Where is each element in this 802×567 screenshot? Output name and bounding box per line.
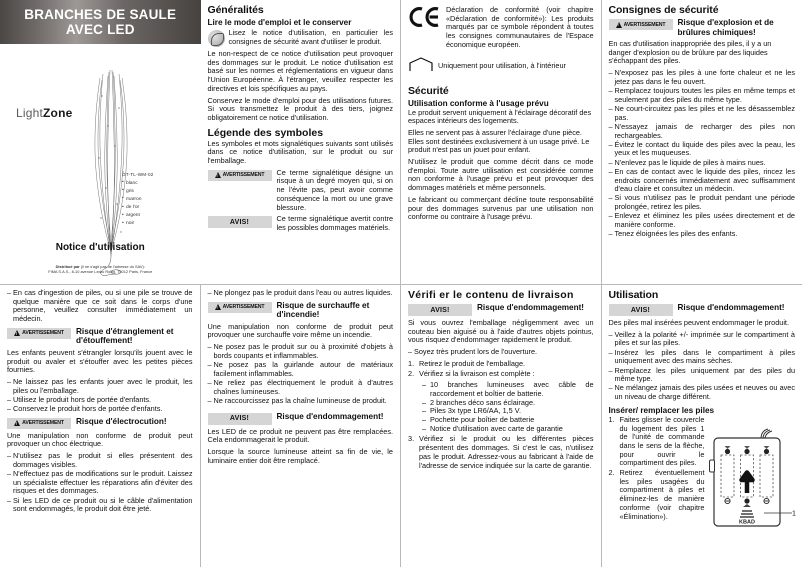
warning-triangle-icon [616,22,622,28]
generalites-p1: Le non-respect de ce notice d'utilisation peut provoquer des dommages sur le produit. Le notice d'utilisation est basé sur les normes et réglementations en vigueur dans l'Union Européenne. À l'étranger, veuillez respecter les directives et lois spécifiques au pays. [207,49,393,93]
livraison-intro: Si vous ouvrez l'emballage négligemment avec un couteau bien aiguisé ou à l'aide d'autres objets pointus, vous risquez d'endommager rapidement le produit. [408,318,594,345]
avis-badge [609,304,673,316]
avertissement-badge-label: AVERTISSEMENT [22,420,64,427]
legende-heading: Légende des symboles [207,126,324,139]
legende-p3: Les symboles et mots signalétiques suivants sont utilisés dans ce notice d'utilisation, sur le produit ou sur l'emballage. [207,138,393,166]
etranglement-warning-row [7,327,193,346]
avertissement-badge-label: AVERTISSEMENT [22,330,64,337]
electrocution-warning-title: Risque d'électrocution! [76,416,167,426]
list-item: – Ne mélangez jamais des piles usées et neuves ou avec un niveau de charge différent. [609,384,796,401]
indoor-use-row [408,56,594,78]
utilisation-avis-title: Risque d'endommagement! [677,303,785,312]
color-option: • argent [122,213,154,218]
surchauffe-warning-title: Risque de surchauffe et d'incendie! [276,300,370,320]
list-item: – N'essayez jamais de recharger des piles non rechargeables. [609,123,796,140]
livraison-column [401,285,602,567]
generalites-heading: Généralités [207,4,264,16]
cover-banner [0,0,201,44]
surchauffe-p2: Lorsque la source lumineuse atteint sa fin de vie, le luminaire entier doit être remplacé. [207,446,393,465]
step-item: Vérifiez si le produit ou les différentes pièces présentent des dommages. Si c'est le cas, n'utilisez pas le produit. Adressez-vous au fabricant à l'aide de l'adresse de service indiquée sur la carte de garantie. [419,434,594,470]
etranglement-list [7,378,193,414]
etranglement-column [0,285,201,567]
surchauffe-warning-row [208,301,394,320]
logo-text [16,106,73,120]
livraison-avis-title: Risque d'endommagement! [477,303,585,312]
consignes-heading: Consignes de sécurité [608,4,719,16]
house-indoor-icon [408,56,434,78]
list-item: – N'effectuez pas de modifications sur le produit. Laissez un spécialiste effectuer les réparations afin d'éviter des risques et des dommages. [7,470,193,496]
inserer-piles-heading: Insérer/ remplacer les piles [608,405,715,415]
avis-badge-label: AVIS! [630,306,651,314]
avertissement-definition: Ce terme signalétique désigne un risque à un degré moyen qui, si on ne l'évite pas, peut avoir comme conséquence la mort ou une grave blessure. [276,167,393,212]
list-item: – Ne laissez pas les enfants jouer avec le produit, les piles ou l'emballage. [7,378,193,395]
list-item: – 10 branches lumineuses avec câble de raccordement et boîtier de batterie. [419,381,594,398]
avertissement-badge [7,328,71,339]
step-item: Vérifiez si la livraison est complète : [419,368,535,378]
list-item: – Ne raccourcissez pas la chaîne lumineuse de produit. [208,397,394,406]
logo-light-text: Light [16,106,44,120]
consignes-list [609,69,796,239]
surchauffe-avis-title: Risque d'endommagement! [276,411,384,421]
list-item: – Enlevez et éliminez les piles usées directement et de manière conforme. [609,212,796,229]
list-item: – Soyez très prudent lors de l'ouverture. [408,348,594,357]
avis-badge [408,304,472,316]
avis-badge [208,413,272,425]
surchauffe-intro: Une manipulation non conforme de produit peut provoquer une surchauffe voire même un incendie. [207,321,393,340]
color-option: • noir [122,221,154,226]
livraison-steps-cont [408,435,594,470]
list-item: – Évitez le contact du liquide des piles avec la peau, les yeux et les muqueuses. [609,141,796,158]
avertissement-badge [609,19,673,30]
utilisation-list [609,331,796,402]
read-manual-icon [208,30,225,47]
water-list [208,289,394,298]
list-item: – Ne posez pas la guirlande autour de matériaux facilement inflammables. [208,361,394,378]
generalites-column [201,0,402,285]
list-item: – Ne posez pas le produit sur ou à proximité d'objets à bords coupants et inflammables. [208,343,394,360]
avis-badge-label: AVIS! [229,415,250,423]
distributor-note: (il ne s'agit pas de l'adresse du SAV): [80,264,145,269]
inserer-piles-steps [609,416,705,521]
consignes-intro: En cas d'utilisation inappropriée des piles, il y a un danger d'explosion ou de brûlure par des liquides s'échappant des piles. [608,39,772,66]
bottom-row [0,285,802,567]
list-item: – Ne plongez pas le produit dans l'eau ou autres liquides. [208,289,394,298]
avertissement-badge-label: AVERTISSEMENT [222,304,265,311]
generalites-sub1: Lire le mode d'emploi et le conserver [207,18,352,27]
securite-heading: Sécurité [408,84,449,97]
list-item: – Remplacez les piles uniquement par des piles du même type. [609,367,796,384]
list-item: – Pochette pour boîtier de batterie [419,416,594,425]
notice-title: Notice d'utilisation [55,242,145,253]
consignes-warning-title: Risque d'explosion et de brûlures chimiques! [677,18,774,37]
list-item: – N'enlevez pas le liquide de piles à mains nues. [609,159,796,168]
indoor-use-text: Uniquement pour utilisation, à l'intérieur [438,61,566,71]
consignes-column [602,0,802,285]
utilisation-column [602,285,802,567]
avis-badge [208,216,272,228]
list-item: – Ne reliez pas électriquement le produit à d'autres chaînes lumineuses. [208,379,394,396]
cover-image-area [0,44,201,284]
list-item: – Ne court-circuitez pas les piles et ne les désassemblez pas. [609,105,796,122]
list-item: – 2 branches déco sans éclairage. [419,399,594,408]
color-option: • blanc [122,181,154,186]
list-item: – Si vous n'utilisez pas le produit pendant une période prolongée, retirez les piles. [609,194,796,211]
livraison-contents-list [419,381,594,433]
read-manual-text: Lisez le notice d'utilisation, en particulier les consignes de sécurité avant d'utiliser le produit. [228,28,393,46]
list-item: – Piles 3x type LR6/AA, 1,5 V. [419,407,594,416]
avis-badge-label: AVIS! [430,306,450,314]
generalites-p2: Conservez le mode d'emploi pour des utilisations futures. Si vous transmettez le produit à des tiers, joignez obligatoirement ce notice d'utilisation. [207,95,393,122]
securite-p2: Elles ne servent pas à assurer l'éclairage d'une pièce. Elles sont destinées exclusivement à un usage privé. Le produit n'est pas un jouet pour enfant. [408,127,590,155]
cover-title-line1: BRANCHES DE SAULE [24,7,177,22]
livraison-heading: Vérifi er le contenu de livraison [408,289,574,301]
warning-triangle-icon [14,420,20,426]
surchauffe-avis-row [208,412,394,425]
surchauffe-list [208,343,394,405]
livraison-steps [408,360,594,378]
surchauffe-column [201,285,402,567]
avertissement-badge-label: AVERTISSEMENT [222,172,265,179]
list-item: – Si les LED de ce produit ou si le câble d'alimentation sont endommagés, le produit doit être jeté. [7,497,193,514]
list-item: – Notice d'utilisation avec carte de garantie [419,425,594,434]
list-item: – Conservez le produit hors de portée d'enfants. [7,405,193,414]
securite-column [401,0,602,285]
utilisation-heading: Utilisation [608,289,659,301]
electrocution-list [7,452,193,514]
ce-declaration-text: Déclaration de conformité (voir chapitre «Déclaration de conformité»): Les produits marqués par ce symbole répondent à toutes les consignes communautaires de l'Espace économique européen. [446,5,594,49]
distributor-address: FIMA S.A.S., 8-10 avenue Ledru Rollin, 75012 Paris, France [48,269,153,275]
avertissement-badge [208,302,272,313]
step-item: Faites glisser le couvercle du logement des piles 1 de l'unité de commande dans le sens de la flèche, pour ouvrir le compartiment des piles. [619,414,705,468]
ce-declaration-row [408,6,594,50]
etranglement-intro: Les enfants peuvent s'étrangler lorsqu'ils jouent avec le produit ou avaler et s'étouffer avec les petites pièces fournies. [7,347,193,375]
callout-number: 1 [792,510,796,518]
ce-mark-icon [408,7,442,27]
securite-p3: N'utilisez le produit que comme décrit dans ce mode d'emploi. Toute autre utilisation est considérée comme non conforme à l'usage prévu et peut provoquer des dommages matériels et même personnels. [408,157,594,193]
avis-badge-label: AVIS! [229,218,250,226]
avis-definition: Ce terme signalétique avertit contre les possibles dommages matériels. [276,214,393,232]
brand-logo [16,106,73,120]
ingestion-list [7,289,193,324]
livraison-avis-row [408,303,594,316]
avertissement-badge [208,170,272,181]
battery-box-icon [706,427,798,549]
list-item: – Tenez éloignées les piles des enfants. [609,230,796,239]
list-item: – Insérez les piles dans le compartiment à piles uniquement avec des mains sèches. [609,349,796,366]
avertissement-badge [7,418,71,429]
list-item: – Remplacez toujours toutes les piles en même temps et seulement par des piles du même type. [609,87,796,104]
color-option: • de l'or [122,205,154,210]
securite-p4: Le fabricant ou commerçant décline toute responsabilité pour des dommages survenus par une utilisation non conforme ou contraire à l'usage prévu. [408,194,594,222]
electrocution-intro: Une manipulation non conforme de produit peut provoquer un choc électrique. [7,430,193,449]
utilisation-avis-row [609,303,796,316]
legende-avertissement-row [208,169,394,213]
securite-p1: Le produit servent uniquement à l'éclairage décoratif des espaces intérieurs des logements. [408,107,592,126]
color-option: • gris [122,189,154,194]
list-item: – Veillez à la polarité +/- imprimée sur le compartiment à piles et sur las piles. [609,331,796,348]
product-code-list [122,172,154,230]
model-code: GT-TL-WM-02 [122,172,154,177]
list-item: – En cas d'ingestion de piles, ou si une pile se trouve de quelque manière que ce soit dans le corps d'une personne, veuillez consulter immédiatement un médecin. [7,289,193,324]
read-manual-note [208,29,394,47]
color-option: • marron [122,197,154,202]
consignes-warning-row [609,18,796,37]
warning-triangle-icon [215,172,221,178]
livraison-caution-list [408,348,594,357]
warning-triangle-icon [14,330,20,336]
avertissement-badge-label: AVERTISSEMENT [623,21,666,28]
step-item: Retirez éventuellement les piles usagées du compartiment à piles et éliminez-les de manière conforme (voir chapitre «Élimination»). [619,468,705,521]
etranglement-warning-title: Risque d'étranglement et d'étouffement! [76,326,174,346]
list-item: – Utilisez le produit hors de portée d'enfants. [7,396,193,405]
list-item: – N'utilisez pas le produit si elles présentent des dommages visibles. [7,452,193,469]
list-item: – N'exposez pas les piles à une forte chaleur et ne les jetez pas dans le feu ouvert. [609,69,796,86]
surchauffe-p1: Les LED de ce produit ne peuvent pas être remplacées. Cela endommagerait le produit. [207,426,393,445]
step-item: Retirez le produit de l'emballage. [419,358,526,368]
cover-column [0,0,201,285]
logo-zone-text: Zone [43,106,73,120]
distributor-label: Distribué par [55,264,80,269]
list-item: – En cas de contact avec le liquide des piles, rincez les endroits concernés immédiatement avec suffisamment d'eau claire et consultez un médecin. [609,168,796,194]
battery-diagram-label: KBAD [739,519,755,526]
battery-compartment-diagram [706,427,798,549]
warning-triangle-icon [215,304,221,310]
securite-sub1: Utilisation conforme à l'usage prévu [408,98,549,108]
electrocution-warning-row [7,417,193,429]
legende-avis-row [208,215,394,232]
distributor-info [0,264,201,275]
utilisation-intro: Des piles mal insérées peuvent endommager le produit. [608,318,789,327]
cover-title-line2: AVEC LED [65,22,135,37]
